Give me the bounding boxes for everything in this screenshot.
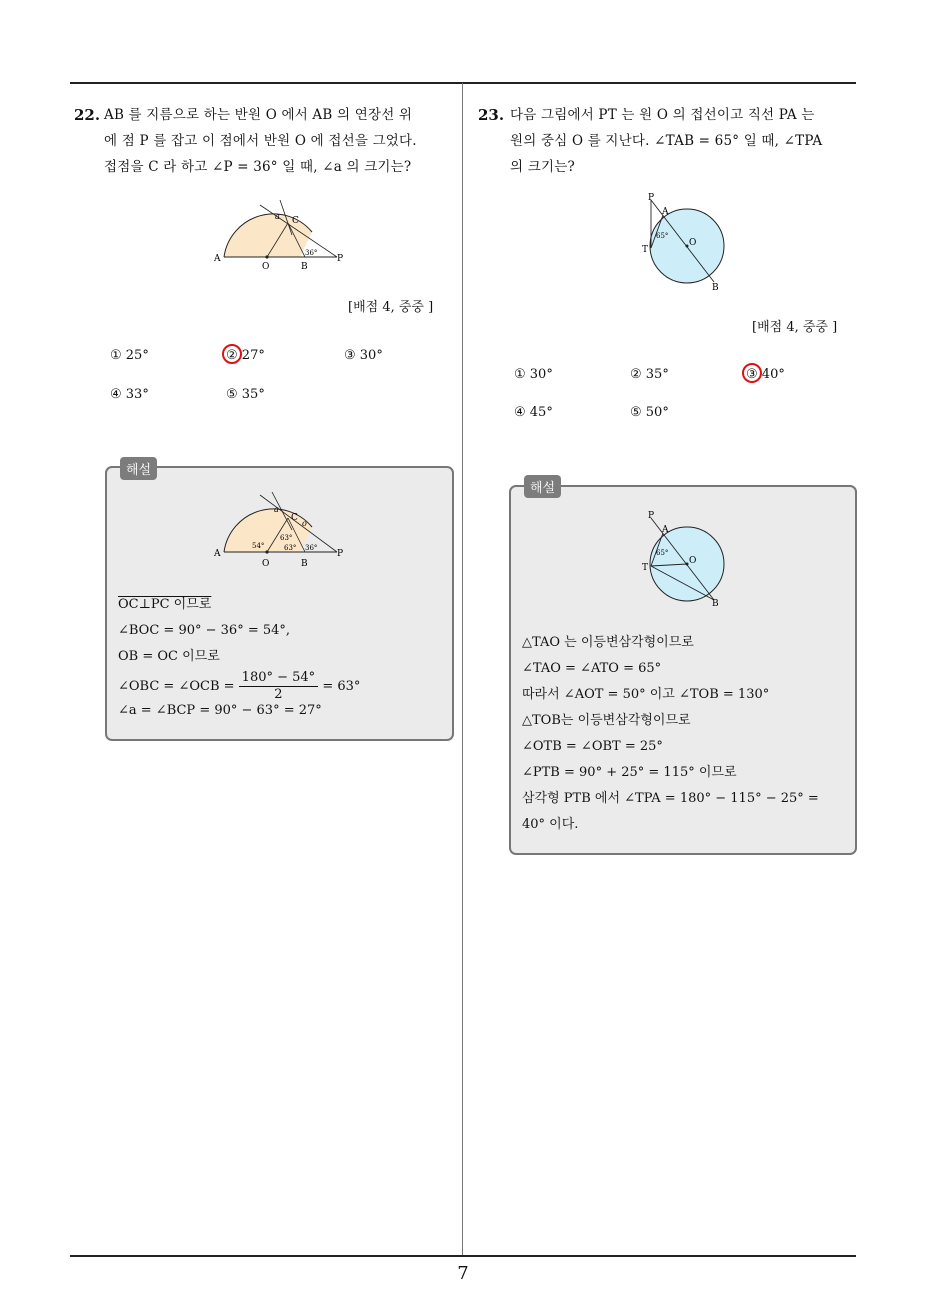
solution-line: ∠BOC = 90° − 36° = 54°, (118, 623, 291, 638)
label-A: A (214, 254, 221, 264)
fraction-left: ∠OBC = ∠OCB = (118, 679, 235, 694)
solution-line-text: OC⊥PC 이므로 (118, 597, 212, 612)
score-label: [배점 4, 중중 ] (752, 320, 838, 335)
question-line: 의 크기는? (510, 159, 575, 175)
label-C: C (291, 513, 298, 523)
question-line: AB 를 지름으로 하는 반원 O 에서 AB 의 연장선 위 (104, 107, 413, 123)
label-54: 54° (252, 542, 265, 550)
solution-line: 삼각형 PTB 에서 ∠TPA = 180° − 115° − 25° = (522, 791, 819, 806)
question-line: 에 점 P 를 잡고 이 점에서 반원 O 에 접선을 그었다. (104, 133, 417, 149)
q22-solution-figure (212, 490, 352, 570)
question-line: 원의 중심 O 를 지난다. ∠TAB = 65° 일 때, ∠TPA (510, 133, 823, 149)
choice-number: ③ (746, 367, 758, 382)
choice-2[interactable]: ② 35° (630, 367, 669, 382)
label-63b: 63° (284, 544, 297, 552)
choice-5[interactable]: ⑤ 50° (630, 405, 669, 420)
question-line: 다음 그림에서 PT 는 원 O 의 접선이고 직선 PA 는 (510, 107, 815, 123)
label-P: P (337, 254, 344, 264)
q22-figure (212, 195, 352, 275)
choice-4[interactable]: ④ 45° (514, 405, 553, 420)
top-rule (70, 82, 856, 84)
label-O: O (262, 559, 270, 569)
label-T: T (642, 563, 649, 573)
solution-line: 40° 이다. (522, 817, 579, 832)
label-A: A (214, 549, 221, 559)
label-angle: 36° (305, 249, 318, 257)
choice-value: 27° (241, 348, 265, 363)
question-number: 23. (478, 106, 505, 124)
label-O: O (262, 262, 270, 272)
label-B: B (712, 283, 719, 290)
label-O: O (689, 238, 697, 248)
label-36: 36° (305, 544, 318, 552)
solution-line: ∠a = ∠BCP = 90° − 63° = 27° (118, 703, 322, 718)
label-63a: 63° (280, 534, 293, 542)
label-O: O (689, 556, 697, 566)
label-B: B (301, 262, 308, 272)
solution-line: △TOB는 이등변삼각형이므로 (522, 713, 691, 728)
label-P: P (337, 549, 344, 559)
label-C: C (292, 216, 299, 226)
solution-line: △TAO 는 이등변삼각형이므로 (522, 635, 694, 650)
score-label: [배점 4, 중중 ] (348, 300, 434, 315)
question-text (510, 102, 860, 180)
fraction-right: = 63° (322, 679, 361, 694)
answer-circle-icon (742, 363, 762, 383)
choice-1[interactable]: ① 30° (514, 367, 553, 382)
choice-4[interactable]: ④ 33° (110, 387, 149, 402)
choice-3[interactable] (746, 367, 785, 382)
choice-3[interactable]: ③ 30° (344, 348, 383, 363)
page-number: 7 (457, 1263, 469, 1284)
solution-line (118, 592, 448, 618)
solution-tag: 해설 (524, 475, 561, 498)
question-text (104, 102, 464, 180)
label-A: A (662, 207, 669, 217)
bottom-rule (70, 1255, 856, 1257)
choice-number: ② (226, 348, 238, 363)
question-line: 접점을 C 라 하고 ∠P = 36° 일 때, ∠a 의 크기는? (104, 159, 412, 175)
choice-value: 40° (761, 367, 785, 382)
label-a: a (275, 212, 280, 221)
solution-line: OB = OC 이므로 (118, 649, 220, 664)
label-B: B (301, 559, 308, 569)
label-angle: 65° (656, 549, 669, 557)
q23-solution-figure (636, 508, 736, 608)
q23-figure (636, 190, 736, 290)
label-a: a (274, 505, 279, 514)
solution-line: ∠PTB = 90° + 25° = 115° 이므로 (522, 765, 737, 780)
solution-line: 따라서 ∠AOT = 50° 이고 ∠TOB = 130° (522, 687, 770, 702)
solution-text (118, 592, 448, 724)
fraction-denominator: 2 (274, 687, 283, 702)
label-P: P (648, 193, 655, 203)
choice-2[interactable] (226, 348, 265, 363)
question-number: 22. (74, 106, 101, 124)
label-o: o (302, 519, 307, 528)
label-angle: 65° (656, 232, 669, 240)
solution-tag: 해설 (120, 457, 157, 480)
label-B: B (712, 599, 719, 608)
label-A: A (662, 525, 669, 535)
choice-1[interactable]: ① 25° (110, 348, 149, 363)
label-T: T (642, 245, 649, 255)
fraction-numerator: 180° − 54° (239, 670, 319, 687)
solution-line: ∠TAO = ∠ATO = 65° (522, 661, 662, 676)
solution-line: ∠OTB = ∠OBT = 25° (522, 739, 663, 754)
label-P: P (648, 511, 655, 521)
answer-circle-icon (222, 344, 242, 364)
column-divider (462, 83, 463, 1255)
choice-5[interactable]: ⑤ 35° (226, 387, 265, 402)
solution-text (522, 630, 852, 838)
